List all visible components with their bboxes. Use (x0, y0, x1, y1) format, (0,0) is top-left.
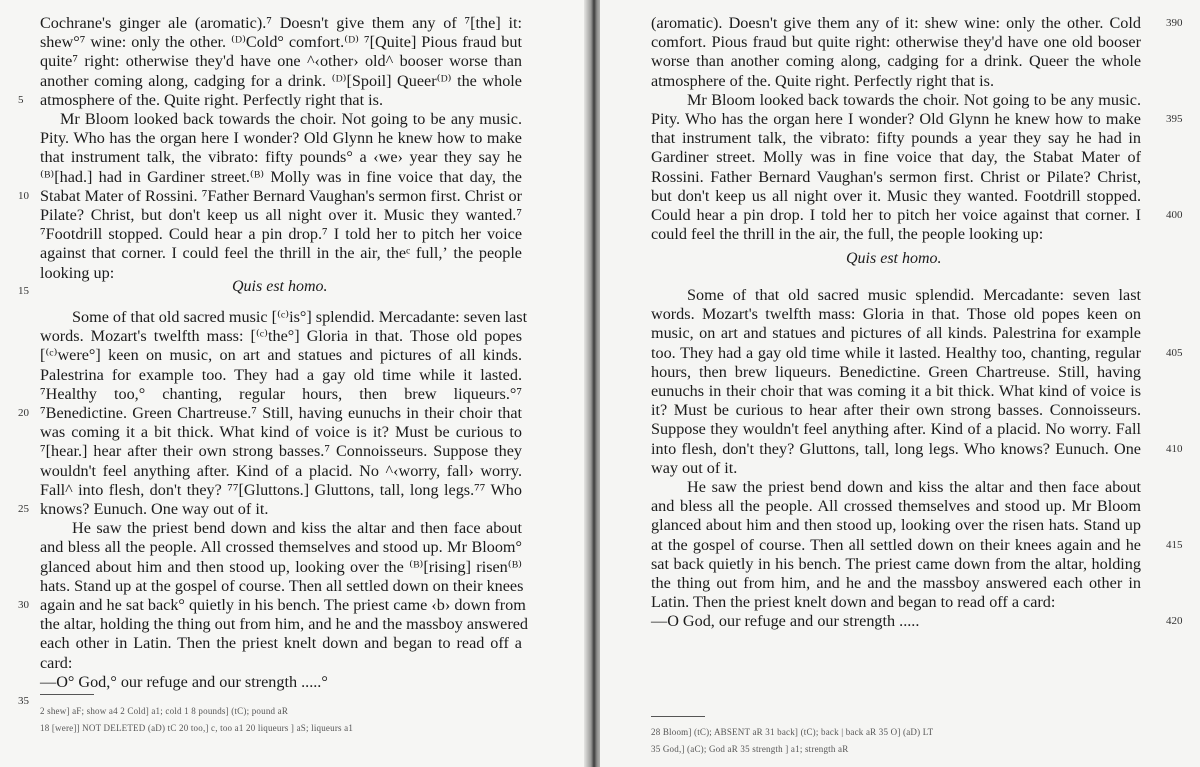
line-number: 405 (1166, 346, 1183, 359)
line-number: 410 (1166, 442, 1183, 455)
text-line: ⁷Healthy too,° chanting, regular hours, then brew liqueurs.°⁷ (40, 384, 522, 403)
footnote-line: 28 Bloom] (tC); ABSENT aR 31 back] (tC); back | back aR 35 O] (aD) LT (651, 727, 934, 737)
text-line: Some of that old sacred music [⁽ᶜ⁾is°] splendid. Mercadante: seven last (72, 308, 528, 326)
text-line: that instrument talk, the vibrato: fifty pounds° a ‹we› year they say he (40, 148, 522, 167)
text-line: comfort. Pious fraud but quite right: otherwise they'd have one old booser (651, 33, 1141, 52)
text-line: glanced about him and then stood up, looking over the risen hats. Stand up (651, 516, 1141, 535)
line-number: 10 (18, 189, 29, 202)
text-line: —O God, our refuge and our strength ..... (651, 612, 920, 631)
text-line: Rossini. Father Bernard Vaughan's sermon first. Christ or Pilate? Christ, (651, 167, 1141, 186)
text-line: way out of it. (651, 458, 738, 477)
text-line: Cochrane's ginger ale (aromatic).⁷ Doesn't give them any of ⁷[the] it: (40, 14, 522, 32)
text-line: was coming it a bit thick. What kind of voice is it? Must be curious to (40, 423, 522, 442)
text-line: Pity. Who has the organ here I wonder? Old Glynn he knew how to make (651, 110, 1141, 128)
text-line: He saw the priest bend down and kiss the altar and then face about (72, 519, 522, 538)
right-page (600, 0, 1200, 767)
text-line: that instrument talk, the vibrato: fifty pounds a year they say he had in (651, 129, 1141, 148)
text-line: each other in Latin. Then the priest knelt down and began to read off a (40, 634, 522, 653)
text-line: Some of that old sacred music splendid. Mercadante: seven last (687, 286, 1141, 304)
line-number: 35 (18, 695, 29, 707)
text-line: ⁽ᴮ⁾[had.] had in Gardiner street.⁽ᴮ⁾ Molly was in fine voice that day, the (40, 167, 522, 186)
text-line: card: (40, 653, 73, 672)
line-number: 25 (18, 503, 29, 515)
text-line: looking up: (40, 263, 115, 282)
text-line: Mr Bloom looked back towards the choir. Not going to be any music. (60, 110, 522, 128)
text-line: Pilate? Christ, but don't keep us all night over it. Music they wanted.⁷ (40, 206, 522, 224)
text-line: words. Mozart's twelfth mass: [⁽ᶜ⁾the°] Gloria in that. Those old popes (40, 327, 522, 346)
footnote-rule (651, 716, 705, 717)
text-line: the altar, holding the thing out from him, and he and the massboy answered (40, 615, 529, 634)
text-line: ⁷Footdrill stopped. Could hear a pin drop.⁷ I told her to pitch her voice (40, 225, 522, 244)
line-number: 390 (1166, 17, 1183, 29)
text-line: and bless all the people. All crossed themselves and stood up. Mr Bloom (651, 497, 1141, 516)
line-number: 400 (1166, 209, 1183, 221)
text-line: another coming along, cadging for a drink. ⁽ᴰ⁾[Spoil] Queer⁽ᴰ⁾ the whole (40, 71, 522, 90)
text-line: Latin. Then the priest knelt down and began to read off a card: (651, 593, 1056, 612)
text-line: atmosphere of the. Quite right. Perfectly right that is. (40, 90, 383, 109)
line-number: 30 (18, 599, 29, 611)
text-line: knows? Eunuch. One way out of it. (40, 500, 269, 518)
line-number: 20 (18, 407, 29, 419)
text-line: and bless all the people. All crossed themselves and stood up. Mr Bloom° (40, 538, 522, 557)
text-line: Gardiner street. Molly was in fine voice that day, the Stabat Mater of (651, 148, 1141, 167)
text-line: hats. Stand up at the gospel of course. Then all settled down on their knees (40, 576, 524, 595)
footnote-line: 2 shew] aF; show a4 2 Cold] a1; cold 1 8 pounds] (tC); pound aR (40, 706, 289, 716)
text-line: glanced about him and then stood up, looking over the ⁽ᴮ⁾[rising] risen⁽ᴮ⁾ (40, 557, 522, 576)
footnote-rule (40, 694, 94, 695)
text-line: too. They had a gay old time while it lasted. Healthy too, chanting, regular (651, 343, 1141, 362)
text-line: ⁷Benedictine. Green Chartreuse.⁷ Still, having eunuchs in their choir that (40, 404, 522, 422)
section-heading: Quis est homo. (846, 250, 942, 267)
text-line: words. Mozart's twelfth mass: Gloria in that. Those old popes keen on (651, 305, 1141, 324)
text-line: Fall^ into flesh, don't they? ⁷⁷[Gluttons.] Gluttons, tall, long legs.⁷⁷ Who (40, 480, 522, 499)
left-page (0, 0, 587, 767)
text-line: (aromatic). Doesn't give them any of it: shew wine: only the other. Cold (651, 14, 1141, 32)
text-line: shew°⁷ wine: only the other. ⁽ᴰ⁾Cold° comfort.⁽ᴰ⁾ ⁷[Quite] Pious fraud but (40, 33, 522, 52)
text-line: into flesh, don't they? Gluttons, tall, long legs. Who knows? Eunuch. One (651, 439, 1141, 458)
text-line: the thing out from him, and he and the massboy answered each other in (651, 574, 1141, 592)
line-number: 15 (18, 285, 29, 297)
text-line: Suppose they wouldn't feel anything after. Kind of a placid. No worry. Fall (651, 420, 1141, 439)
text-line: again and he sat back° quietly in his bench. The priest came ‹b› down from (40, 596, 526, 614)
text-line: Stabat Mater of Rossini. ⁷Father Bernard Vaughan's sermon first. Christ or (40, 186, 522, 205)
text-line: Pity. Who has the organ here I wonder? Old Glynn he knew how to make (40, 129, 522, 148)
text-line: sat back quietly in his bench. The priest came down from the altar, holding (651, 554, 1141, 573)
text-line: against that corner. I could feel the thrill in the air, theᶜ full,ʼ the people (40, 244, 522, 263)
text-line: Could hear a pin drop. I told her to pitch her voice against that corner. I (651, 206, 1141, 224)
text-line: could feel the thrill in the air, the full, the people looking up: (651, 225, 1044, 244)
text-line: hours, then brew liqueurs. Benedictine. Green Chartreuse. Still, having (651, 362, 1141, 381)
text-line: —O° God,° our refuge and our strength .....° (40, 672, 328, 691)
line-number: 395 (1166, 113, 1183, 125)
footnote-line: 18 [were]] NOT DELETED (aD) tC 20 too,] c, too a1 20 liqueurs ] aS; liqueurs a1 (40, 723, 354, 733)
text-line: atmosphere of the. Quite right. Perfectly right that is. (651, 71, 994, 90)
text-line: music, on art and statues and pictures of all kinds. Palestrina for example (651, 324, 1141, 343)
section-heading: Quis est homo. (232, 278, 328, 295)
text-line: Palestrina for example too. They had a gay old time while it lasted. (40, 365, 522, 384)
text-line: but don't keep us all night over it. Music they wanted. Footdrill stopped. (651, 186, 1141, 205)
line-number: 5 (18, 93, 24, 106)
text-line: Mr Bloom looked back towards the choir. Not going to be any music. (687, 90, 1141, 109)
line-number: 420 (1166, 615, 1183, 628)
text-line: [⁽ᶜ⁾were°] keen on music, on art and statues and pictures of all kinds. (40, 346, 522, 365)
text-line: it? Must be curious to hear after their own strong basses. Connoisseurs. (651, 401, 1141, 420)
text-line: ⁷[hear.] hear after their own strong basses.⁷ Connoisseurs. Suppose they (40, 442, 522, 461)
text-line: at the gospel of course. Then all settled down on their knees again and he (651, 535, 1141, 554)
footnote-line: 35 God,] (aC); God aR 35 strength ] a1; strength aR (651, 744, 849, 754)
text-line: worse than another coming along, cadging for a drink. Queer the whole (651, 52, 1141, 71)
line-number: 415 (1166, 538, 1183, 551)
text-line: wouldn't feel anything after. Kind of a placid. No ^‹worry, fall› worry. (40, 461, 522, 480)
text-line: eunuchs in their choir that was coming it a bit thick. What kind of voice is (651, 382, 1141, 400)
text-line: quite⁷ right: otherwise they'd have one ^‹other› old^ booser worse than (40, 52, 522, 71)
text-line: He saw the priest bend down and kiss the altar and then face about (687, 478, 1141, 496)
